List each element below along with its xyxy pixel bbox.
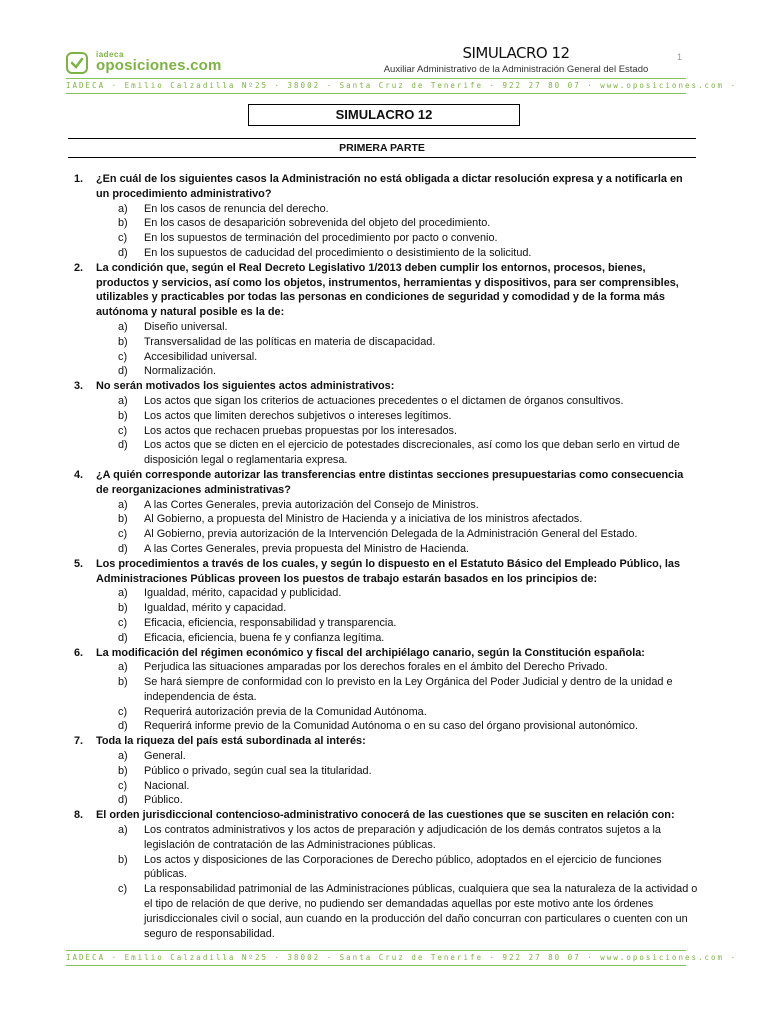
option-letter: c) (118, 528, 128, 541)
question-text: Toda la riqueza del país está subordinada al interés: (96, 735, 366, 748)
option-list (118, 823, 698, 941)
option-text: La responsabilidad patrimonial de las Administraciones públicas, cualquiera que sea la naturaleza de la actividad o el tipo de relación de que derive, no pudiendo ser demandadas aquellas por este motivo ante los órdenes jurisdiccionales civil o social, aun cuando en la producción del daño concurran con particulares o cuenten con un seguro de responsabilidad. (144, 883, 698, 940)
option-text: Igualdad, mérito, capacidad y publicidad. (144, 587, 342, 600)
option-text: Los actos que se dicten en el ejercicio de potestades discrecionales, así como los que deban serlo en virtud de disposición legal o reglamentaria expresa. (144, 439, 680, 467)
question-number: 4. (74, 468, 84, 481)
question-item (70, 808, 698, 941)
question-text: La modificación del régimen económico y fiscal del archipiélago canario, según la Constitución española: (96, 646, 645, 659)
answer-option (118, 631, 698, 646)
option-text: Diseño universal. (144, 320, 228, 333)
option-letter: a) (118, 320, 128, 333)
part-title: PRIMERA PARTE (68, 138, 696, 158)
option-letter: c) (118, 779, 128, 792)
question-text: ¿A quién corresponde autorizar las transferencias entre distintas secciones presupuestarias como consecuencia de reorganizaciones administrativas? (96, 468, 684, 496)
question-item (70, 172, 698, 261)
question-item (70, 734, 698, 808)
answer-option (118, 749, 698, 764)
question-text: ¿En cuál de los siguientes casos la Administración no está obligada a dictar resolución expresa y a notificarla en un procedimiento administrativo? (96, 173, 683, 200)
option-text: Al Gobierno, a propuesta del Ministro de Hacienda y a iniciativa de los ministros afectados. (144, 513, 583, 526)
option-letter: b) (118, 676, 128, 689)
option-letter: b) (118, 409, 128, 422)
document-title-box: SIMULACRO 12 (248, 104, 520, 126)
option-text: En los supuestos de caducidad del procedimiento o desistimiento de la solicitud. (144, 246, 532, 259)
question-number: 3. (74, 380, 84, 393)
option-letter: c) (118, 424, 128, 437)
option-text: En los casos de renuncia del derecho. (144, 202, 329, 215)
answer-option (118, 409, 698, 424)
option-list (118, 202, 698, 261)
question-number: 7. (74, 735, 84, 748)
answer-option (118, 719, 698, 734)
option-letter: a) (118, 750, 128, 763)
option-letter: c) (118, 883, 128, 896)
option-text: Se hará siempre de conformidad con lo previsto en la Ley Orgánica del Poder Judicial y dentro de la unidad e independencia de ésta. (144, 676, 673, 703)
page-header (66, 44, 686, 80)
answer-option (118, 882, 698, 941)
option-text: General. (144, 750, 186, 763)
option-letter: a) (118, 661, 128, 674)
answer-option (118, 231, 698, 246)
header-title: SIMULACRO 12 (462, 44, 570, 62)
question-number: 6. (74, 646, 84, 659)
option-letter: b) (118, 602, 128, 615)
answer-option (118, 320, 698, 335)
question-text: La condición que, según el Real Decreto Legislativo 1/2013 deben cumplir los entornos, procesos, bienes, productos y servicios, así como los objetos, instrumentos, herramientas y dispositivos, para ser comprensibles, utilizables y practicables por todas las personas en condiciones de seguridad y comodidad y de la forma más autónoma y natural posible es la de: (96, 261, 679, 319)
option-letter: c) (118, 350, 128, 363)
option-text: Perjudica las situaciones amparadas por los derechos forales en el ámbito del Derecho Privado. (144, 661, 608, 674)
answer-option (118, 675, 698, 705)
option-letter: d) (118, 631, 128, 644)
question-text: Los procedimientos a través de los cuales, y según lo dispuesto en el Estatuto Básico del Empleado Público, las Administraciones Públicas proveen los puestos de trabajo estarán basados en los principios de: (96, 557, 681, 585)
answer-option (118, 705, 698, 720)
question-number: 8. (74, 809, 84, 822)
answer-option (118, 542, 698, 557)
logo-small-text: iadeca (96, 50, 124, 59)
option-text: En los supuestos de terminación del procedimiento por pacto o convenio. (144, 232, 498, 245)
answer-option (118, 364, 698, 379)
answer-option (118, 853, 698, 883)
answer-option (118, 202, 698, 217)
option-letter: d) (118, 439, 128, 452)
answer-option (118, 586, 698, 601)
option-letter: a) (118, 394, 128, 407)
option-text: Público. (144, 794, 183, 807)
option-text: Los contratos administrativos y los actos de preparación y adjudicación de los demás contratos sujetos a la legislación de contratación de las Administraciones públicas. (144, 824, 661, 851)
header-subtitle: Auxiliar Administrativo de la Administración General del Estado (383, 64, 649, 75)
option-letter: b) (118, 764, 128, 777)
option-letter: d) (118, 542, 128, 555)
option-text: Igualdad, mérito y capacidad. (144, 602, 287, 615)
question-number: 2. (74, 261, 84, 274)
option-text: Requerirá informe previo de la Comunidad Autónoma o en su caso del órgano provisional autonómico. (144, 720, 639, 733)
option-text: Los actos que rechacen pruebas propuestas por los interesados. (144, 424, 457, 437)
option-text: Los actos que sigan los criterios de actuaciones precedentes o el dictamen de órganos consultivos. (144, 394, 624, 407)
option-list (118, 749, 698, 808)
option-text: Público o privado, según cual sea la titularidad. (144, 764, 372, 777)
option-text: Los actos que limiten derechos subjetivos o intereses legítimos. (144, 409, 452, 422)
question-text: El orden jurisdiccional contencioso-administrativo conocerá de las cuestiones que se susciten en relación con: (96, 809, 675, 822)
question-item (70, 468, 698, 557)
option-text: Los actos y disposiciones de las Corporaciones de Derecho público, adoptados en el ejercicio de funciones públicas. (144, 853, 662, 881)
answer-option (118, 438, 698, 468)
question-number: 1. (74, 173, 84, 185)
answer-option (118, 764, 698, 779)
answer-option (118, 350, 698, 365)
option-text: Nacional. (144, 779, 190, 792)
answer-option (118, 246, 698, 261)
option-letter: a) (118, 587, 128, 600)
answer-option (118, 601, 698, 616)
option-text: A las Cortes Generales, previa autorización del Consejo de Ministros. (144, 498, 479, 511)
answer-option (118, 498, 698, 513)
option-list (118, 498, 698, 557)
option-letter: d) (118, 794, 128, 807)
question-text: No serán motivados los siguientes actos administrativos: (96, 380, 395, 393)
question-item (70, 261, 698, 379)
option-list (118, 394, 698, 468)
answer-option (118, 512, 698, 527)
option-text: Al Gobierno, previa autorización de la Intervención Delegada de la Administración General del Estado. (144, 528, 638, 541)
page-number: 1 (676, 52, 682, 62)
option-letter: d) (118, 246, 128, 259)
question-item (70, 379, 698, 468)
option-text: Eficacia, eficiencia, buena fe y confianza legítima. (144, 631, 385, 644)
header-title-block (366, 44, 666, 75)
option-text: Transversalidad de las políticas en materia de discapacidad. (144, 335, 436, 348)
option-text: En los casos de desaparición sobrevenida del objeto del procedimiento. (144, 217, 491, 230)
option-letter: a) (118, 498, 128, 511)
option-letter: c) (118, 616, 128, 629)
option-text: Requerirá autorización previa de la Comunidad Autónoma. (144, 705, 427, 718)
option-letter: b) (118, 335, 128, 348)
answer-option (118, 823, 698, 853)
answer-option (118, 793, 698, 808)
check-badge-icon (66, 52, 88, 74)
option-letter: b) (118, 217, 128, 230)
option-letter: b) (118, 513, 128, 526)
option-letter: b) (118, 853, 128, 866)
option-letter: c) (118, 705, 128, 718)
option-letter: a) (118, 202, 128, 215)
option-list (118, 660, 698, 734)
answer-option (118, 527, 698, 542)
answer-option (118, 335, 698, 350)
option-text: A las Cortes Generales, previa propuesta del Ministro de Hacienda. (144, 542, 470, 555)
answer-option (118, 779, 698, 794)
option-text: Normalización. (144, 365, 217, 378)
option-text: Accesibilidad universal. (144, 350, 258, 363)
option-letter: d) (118, 720, 128, 733)
option-letter: d) (118, 365, 128, 378)
option-letter: a) (118, 824, 128, 837)
logo-main-text: oposiciones.com (96, 57, 222, 74)
option-list (118, 320, 698, 379)
contact-band-bottom: IADECA · Emilio Calzadilla Nº25 · 38002 · Santa Cruz de Tenerife · 922 27 80 07 · www.oposiciones.com · (66, 950, 686, 966)
option-list (118, 586, 698, 645)
question-number: 5. (74, 557, 84, 570)
answer-option (118, 616, 698, 631)
option-text: Eficacia, eficiencia, responsabilidad y transparencia. (144, 616, 397, 629)
question-list (70, 172, 698, 941)
logo (66, 50, 256, 78)
answer-option (118, 216, 698, 231)
question-item (70, 646, 698, 735)
option-letter: c) (118, 232, 128, 245)
contact-band-top: IADECA · Emilio Calzadilla Nº25 · 38002 · Santa Cruz de Tenerife · 922 27 80 07 · www.oposiciones.com · (66, 78, 686, 94)
answer-option (118, 660, 698, 675)
question-item (70, 557, 698, 646)
answer-option (118, 424, 698, 439)
answer-option (118, 394, 698, 409)
